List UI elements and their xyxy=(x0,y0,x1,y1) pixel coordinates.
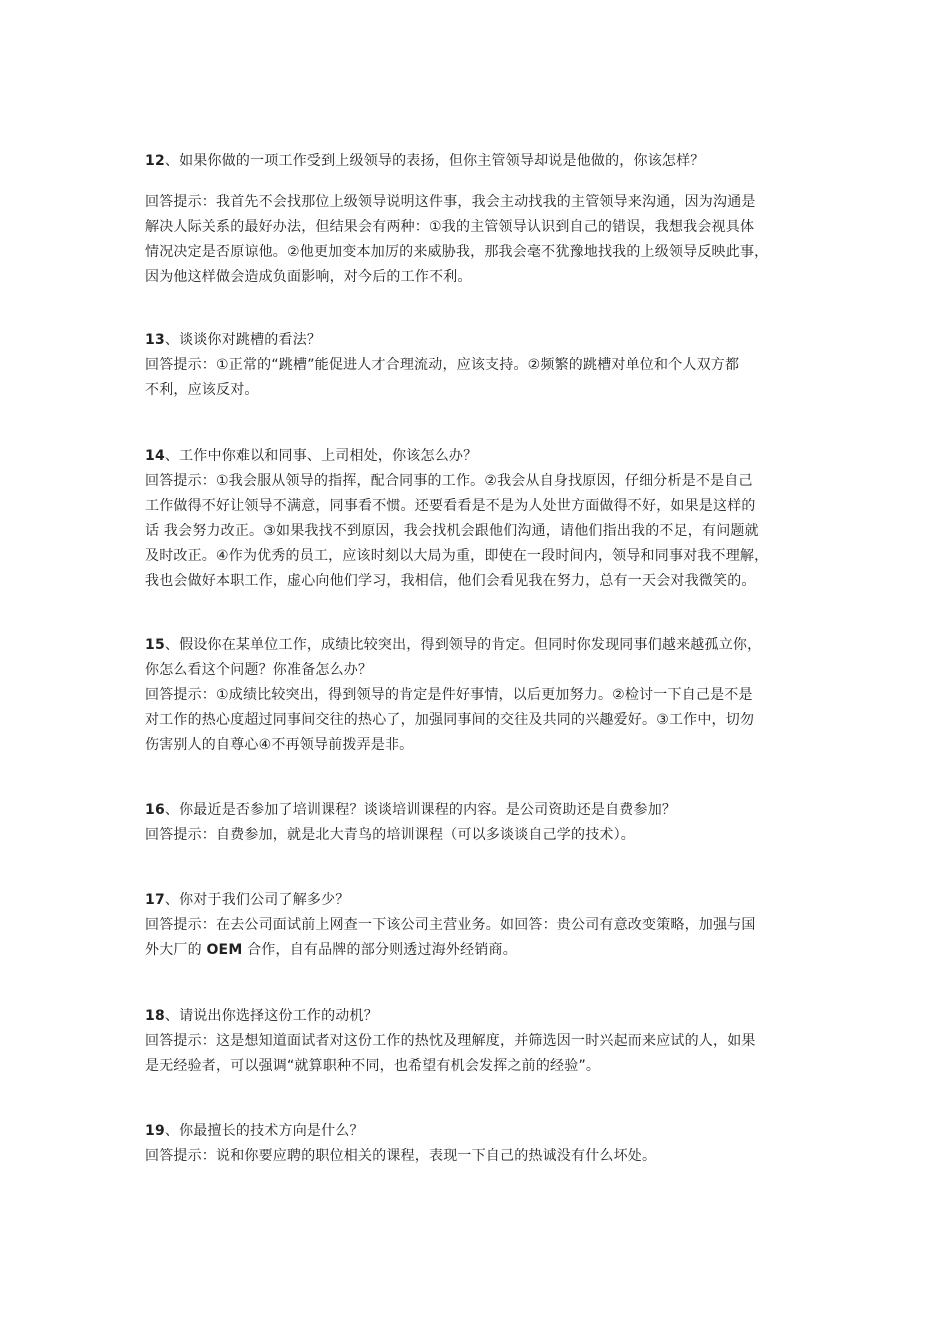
answer-line xyxy=(145,938,815,963)
answer-12 xyxy=(145,190,815,290)
answer-text: 合作，自有品牌的部分则透过海外经销商。 xyxy=(242,942,517,958)
answer-line: 及时改正。④作为优秀的员工，应该时刻以大局为重，即使在一段时间内，领导和同事对我不理解， xyxy=(145,548,769,564)
answer-line: 不利，应该反对。 xyxy=(145,382,259,398)
answer-line: 工作做得不好让领导不满意，同事看不惯。还要看看是不是为人处世方面做得不好，如果是这样的 xyxy=(145,498,756,514)
answer-text: 外大厂的 xyxy=(145,942,207,958)
question-18 xyxy=(145,1004,815,1029)
question-number: 14 xyxy=(145,448,165,464)
answer-line: 因为他这样做会造成负面影响，对今后的工作不利。 xyxy=(145,269,472,285)
answer-line: 回答提示：①正常的“跳槽”能促进人才合理流动，应该支持。②频繁的跳槽对单位和个人双方都 xyxy=(145,357,740,373)
answer-line: 对工作的热心度超过同事间交往的热心了，加强同事间的交往及共同的兴趣爱好。③工作中，切勿 xyxy=(145,712,755,728)
question-text: 、你最近是否参加了培训课程？谈谈培训课程的内容。是公司资助还是自费参加？ xyxy=(164,802,677,818)
answer-line: 回答提示：①成绩比较突出，得到领导的肯定是件好事情，以后更加努力。②检讨一下自己是不是 xyxy=(145,687,753,703)
question-text: 、工作中你难以和同事、上司相处，你该怎么办？ xyxy=(164,448,478,464)
question-13 xyxy=(145,328,815,353)
answer-line: 回答提示：这是想知道面试者对这份工作的热忱及理解度，并筛选因一时兴起而来应试的人，如果 xyxy=(145,1033,756,1049)
question-number: 19 xyxy=(145,1123,165,1139)
answer-line: 回答提示：说和你要应聘的职位相关的课程，表现一下自己的热诚没有什么坏处。 xyxy=(145,1148,657,1164)
question-number: 17 xyxy=(145,892,165,908)
answer-line: 伤害别人的自尊心④不再领导前拨弄是非。 xyxy=(145,737,414,753)
question-15-continued: 你怎么看这个问题？你准备怎么办？ xyxy=(145,662,373,678)
qa-item-18 xyxy=(145,1004,815,1079)
answer-line: 话 我会努力改正。③如果我找不到原因，我会找机会跟他们沟通，请他们指出我的不足，有问题就 xyxy=(145,523,759,539)
question-15 xyxy=(145,633,815,658)
question-17 xyxy=(145,888,815,913)
question-text: 、请说出你选择这份工作的动机？ xyxy=(164,1008,378,1024)
qa-item-16 xyxy=(145,798,815,848)
qa-item-14 xyxy=(145,444,815,594)
answer-line: 我也会做好本职工作，虚心向他们学习，我相信，他们会看见我在努力，总有一天会对我微笑的。 xyxy=(145,573,756,589)
answer-line: 回答提示：在去公司面试前上网查一下该公司主营业务。如回答：贵公司有意改变策略，加强与国 xyxy=(145,917,756,933)
answer-emphasis: OEM xyxy=(206,942,243,958)
question-14 xyxy=(145,444,815,469)
question-number: 15 xyxy=(145,637,165,653)
question-number: 18 xyxy=(145,1008,165,1024)
question-text: 、你对于我们公司了解多少？ xyxy=(164,892,350,908)
qa-item-17 xyxy=(145,888,815,963)
qa-item-13 xyxy=(145,328,815,403)
question-text: 、假设你在某单位工作，成绩比较突出，得到领导的肯定。但同时你发现同事们越来越孤立你， xyxy=(164,637,762,653)
answer-line: 回答提示：①我会服从领导的指挥，配合同事的工作。②我会从自身找原因，仔细分析是不是自己 xyxy=(145,473,753,489)
question-number: 13 xyxy=(145,332,165,348)
answer-line: 是无经验者，可以强调“就算职种不同，也希望有机会发挥之前的经验”。 xyxy=(145,1058,601,1074)
question-12 xyxy=(145,149,815,174)
question-number: 12 xyxy=(145,153,165,169)
answer-line: 回答提示：我首先不会找那位上级领导说明这件事，我会主动找我的主管领导来沟通，因为沟通是 xyxy=(145,194,756,210)
question-text: 、谈谈你对跳槽的看法？ xyxy=(164,332,322,348)
question-number: 16 xyxy=(145,802,165,818)
answer-line: 情况决定是否原谅他。②他更加变本加厉的来威胁我，那我会毫不犹豫地找我的上级领导反映此事， xyxy=(145,244,769,260)
answer-line: 解决人际关系的最好办法，但结果会有两种：①我的主管领导认识到自己的错误，我想我会视具体 xyxy=(145,219,755,235)
qa-item-12 xyxy=(145,149,815,290)
question-text: 、如果你做的一项工作受到上级领导的表扬，但你主管领导却说是他做的，你该怎样？ xyxy=(164,153,705,169)
qa-item-15 xyxy=(145,633,815,758)
question-text: 、你最擅长的技术方向是什么？ xyxy=(164,1123,364,1139)
question-16 xyxy=(145,798,815,823)
answer-line: 回答提示：自费参加，就是北大青鸟的培训课程（可以多谈谈自己学的技术）。 xyxy=(145,827,635,843)
qa-item-19 xyxy=(145,1119,815,1169)
question-19 xyxy=(145,1119,815,1144)
